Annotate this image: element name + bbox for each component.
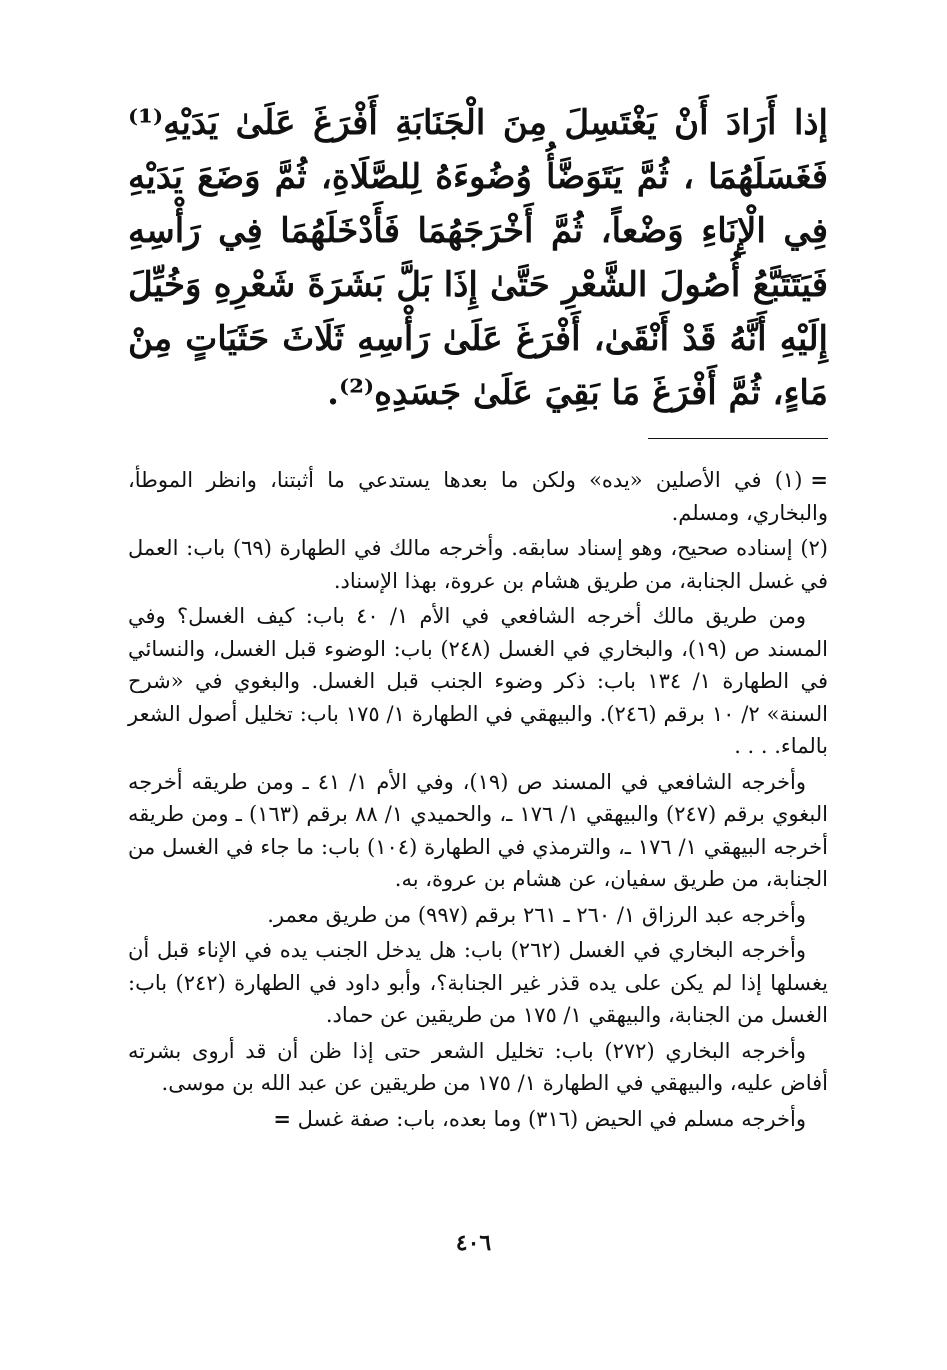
footnote-1 bbox=[128, 464, 828, 529]
footnote-2: (٢) إسناده صحيح، وهو إسناد سابقه. وأخرجه مالك في الطهارة (٦٩) باب: العمل في غسل الجنابة، من طريق هشام بن عروة، بهذا الإسناد. bbox=[128, 536, 828, 593]
footnote-text: وأخرجه مسلم في الحيض (٣١٦) وما بعده، باب: صفة غسل bbox=[297, 1106, 806, 1131]
footnote-paragraph: وأخرجه البخاري (٢٧٢) باب: تخليل الشعر حتى إذا ظن أن قد أروى بشرته أفاض عليه، والبيهقي في الطهارة ١/ ١٧٥ من طريقين عن عبد الله بن موسى. bbox=[128, 1038, 828, 1095]
end-continuation-mark: = bbox=[273, 1105, 291, 1131]
page-body bbox=[128, 96, 828, 1138]
footnote-separator-wrap bbox=[128, 438, 828, 452]
footnote-text: (١) في الأصلين «يده» ولكن ما بعدها يستدعي ما أثبتنا، وانظر الموطأ، والبخاري، ومسلم. bbox=[128, 468, 828, 525]
footnote-paragraph: وأخرجه الشافعي في المسند ص (١٩)، وفي الأم ١/ ٤١ ـ ومن طريقه أخرجه البغوي برقم (٢٤٧) والبيهقي ١/ ١٧٦ ـ، والحميدي ١/ ٨٨ برقم (١٦٣) ـ ومن طريقه أخرجه البيهقي ١/ ١٧٦ ـ، والترمذي في الطهارة (١٠٤) باب: ما جاء في الغسل من الجنابة، من طريق سفيان، عن هشام بن عروة، به. bbox=[128, 769, 828, 891]
footnote-paragraph: وأخرجه عبد الرزاق ١/ ٢٦٠ ـ ٢٦١ برقم (٩٩٧) من طريق معمر. bbox=[267, 902, 806, 927]
footnote-separator bbox=[648, 438, 828, 439]
footnote-paragraph-last bbox=[128, 1103, 828, 1136]
footnote-paragraph: ومن طريق مالك أخرجه الشافعي في الأم ١/ ٤٠ باب: كيف الغسل؟ وفي المسند ص (١٩)، والبخاري في الغسل (٢٤٨) باب: الوضوء قبل الغسل، والنسائي في الطهارة ١/ ١٣٤ باب: ذكر وضوء الجنب قبل الغسل. والبغوي في «شرح السنة» ٢/ ١٠ برقم (٢٤٦). والبيهقي في الطهارة ١/ ١٧٥ باب: تخليل أصول الشعر بالماء. . . . bbox=[128, 604, 829, 758]
continuation-mark: = bbox=[810, 467, 828, 492]
footnotes bbox=[128, 464, 828, 1135]
main-text: إذا أَرَادَ أَنْ يَغْتَسِلَ مِنَ الْجَنَابَةِ أَفْرَغَ عَلَىٰ يَدَيْهِ⁽¹⁾ فَغَسَلَهُمَا ، ثُمَّ يَتَوَضَّأُ وُضُوءَهُ لِلصَّلَاةِ، ثُمَّ وَضَعَ يَدَيْهِ فِي الْإِنَاءِ وَضْعاً، ثُمَّ أَخْرَجَهُمَا فَأَدْخَلَهُمَا فِي رَأْسِهِ فَيَتَتَبَّعُ أُصُولَ الشَّعْرِ حَتَّىٰ إِذَا بَلَّ بَشَرَةَ شَعْرِهِ وَخُيِّلَ إِلَيْهِ أَنَّهُ قَدْ أَنْقَىٰ، أَفْرَغَ عَلَىٰ رَأْسِهِ ثَلَاثَ حَثَيَاتٍ مِنْ مَاءٍ، ثُمَّ أَفْرَغَ مَا بَقِيَ عَلَىٰ جَسَدِهِ⁽²⁾. bbox=[128, 103, 828, 413]
page-number: ٤٠٦ bbox=[455, 1230, 492, 1256]
footnote-paragraph: وأخرجه البخاري في الغسل (٢٦٢) باب: هل يدخل الجنب يده في الإناء قبل أن يغسلها إذا لم يكن على يده قذر غير الجنابة؟، وأبو داود في الطهارة (٢٤٢) باب: الغسل من الجنابة، والبيهقي ١/ ١٧٥ من طريقين عن حماد. bbox=[128, 938, 828, 1027]
